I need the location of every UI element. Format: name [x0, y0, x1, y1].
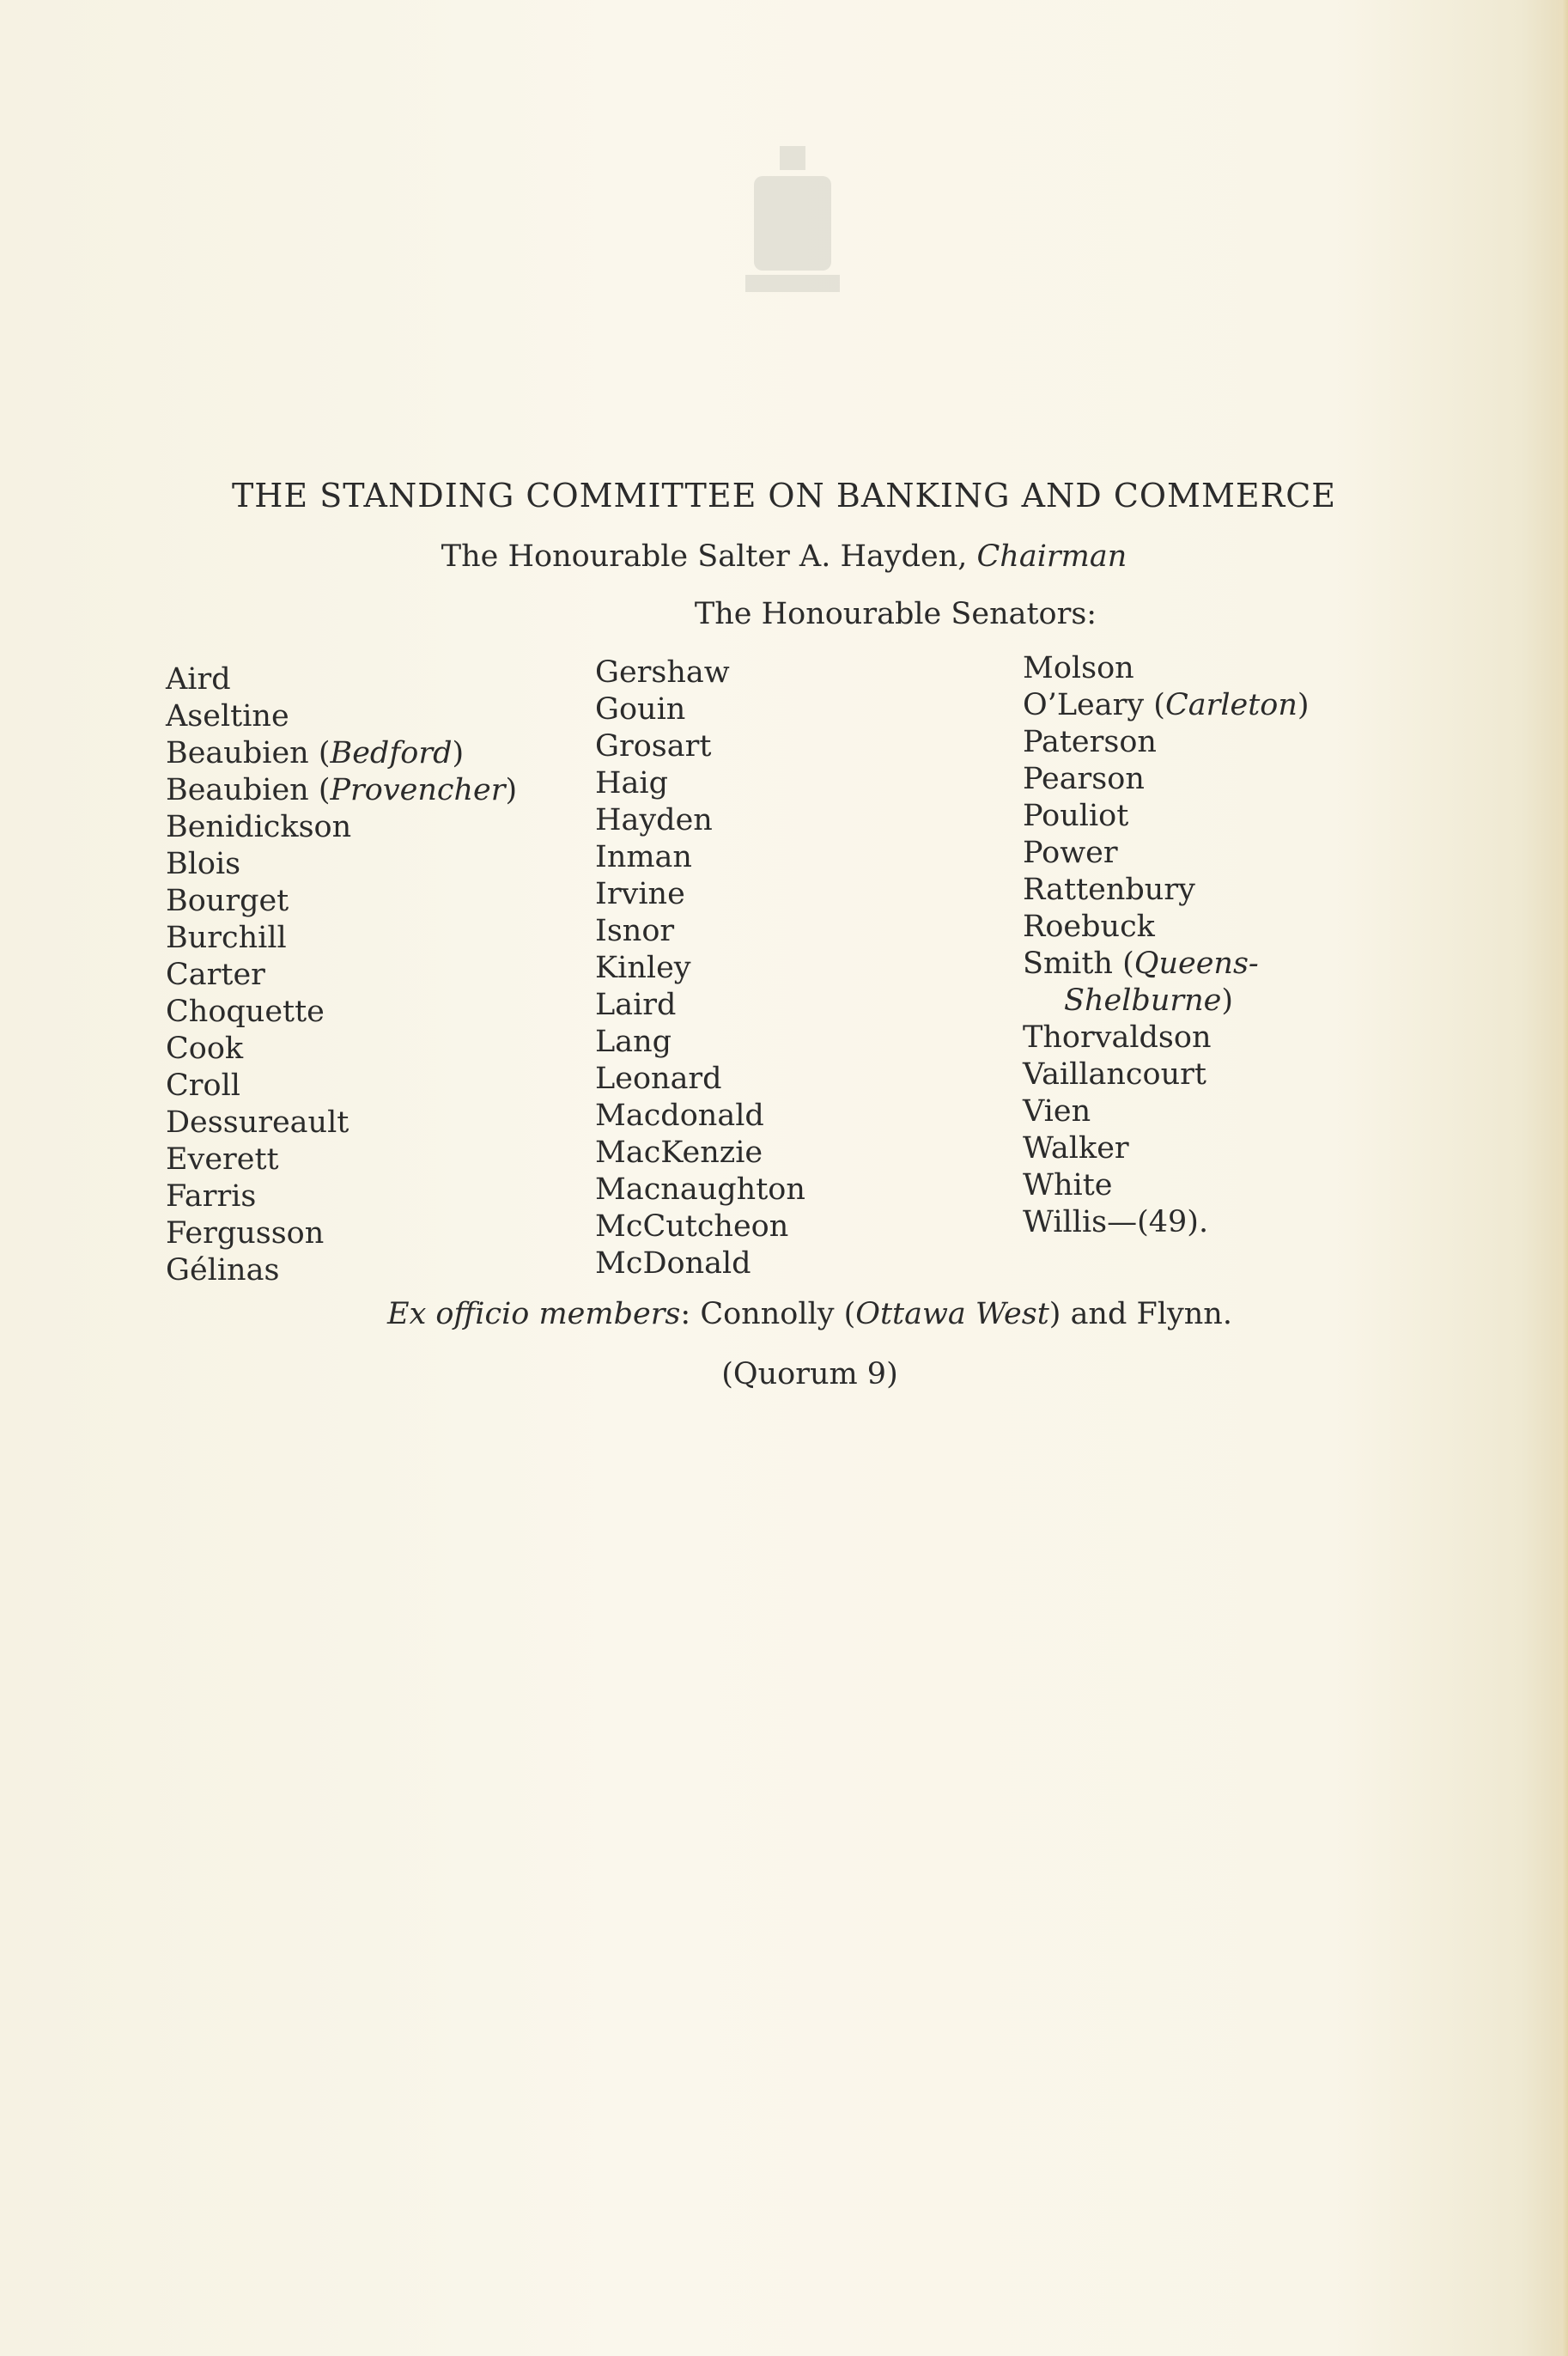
- member-item: [595, 1135, 805, 1172]
- member-item: [166, 1215, 517, 1252]
- member-item: [595, 728, 805, 765]
- member-item: [166, 698, 517, 735]
- ex-officio-member: Connolly: [700, 1297, 835, 1331]
- member-item: [1023, 1204, 1310, 1241]
- member-name: Vaillancourt: [1023, 1057, 1206, 1092]
- member-name: McDonald: [595, 1246, 751, 1281]
- member-name: Willis—(49).: [1023, 1205, 1209, 1239]
- member-name: Rattenbury: [1023, 873, 1195, 907]
- member-name: Fergusson: [166, 1216, 325, 1251]
- member-item: [166, 883, 517, 920]
- member-item: [166, 920, 517, 957]
- member-name: Pearson: [1023, 762, 1145, 796]
- member-name: Beaubien: [166, 773, 309, 807]
- member-qualifier: Provencher: [330, 773, 506, 807]
- member-name: Aird: [166, 662, 231, 697]
- member-name: Blois: [166, 847, 241, 881]
- ex-officio-line: Ex officio members: Connolly (Ottawa West) and Flynn.: [387, 1297, 1232, 1331]
- crest-bleedthrough-icon: [737, 146, 848, 318]
- member-item: [1023, 1130, 1310, 1167]
- member-item: [595, 987, 805, 1024]
- member-name: White: [1023, 1168, 1113, 1202]
- member-name: Vien: [1023, 1094, 1091, 1129]
- ex-officio-colon: :: [680, 1297, 701, 1331]
- member-item: [166, 994, 517, 1031]
- member-name: Gershaw: [595, 655, 730, 690]
- member-name: Inman: [595, 840, 692, 874]
- member-column-1: [166, 661, 517, 1289]
- member-name: O’Leary: [1023, 688, 1145, 722]
- member-item: [166, 1141, 517, 1178]
- chairman-line: [0, 539, 1568, 574]
- member-item: [1023, 872, 1310, 909]
- member-name: Thorvaldson: [1023, 1020, 1212, 1055]
- member-name: Aseltine: [166, 699, 289, 734]
- member-item: [595, 802, 805, 839]
- member-item: [595, 913, 805, 950]
- member-name: Gouin: [595, 692, 686, 727]
- member-name: Dessureault: [166, 1105, 349, 1140]
- member-item: [1023, 1167, 1310, 1204]
- member-name: Grosart: [595, 729, 712, 764]
- member-item: [595, 1098, 805, 1135]
- member-item: [595, 839, 805, 876]
- quorum-note: (Quorum 9): [721, 1357, 898, 1391]
- page-edge-shadow: [1549, 0, 1568, 2356]
- member-item: [1023, 1056, 1310, 1093]
- member-name: Leonard: [595, 1062, 722, 1096]
- member-qualifier: Bedford: [330, 736, 453, 770]
- member-item: [595, 1061, 805, 1098]
- member-item: Shelburne): [1064, 983, 1234, 1018]
- member-item: [166, 846, 517, 883]
- member-item: [166, 1031, 517, 1068]
- member-name: Croll: [166, 1068, 240, 1103]
- member-name: Roebuck: [1023, 910, 1155, 944]
- member-name: Molson: [1023, 651, 1134, 685]
- member-item: [166, 1252, 517, 1289]
- member-item: [595, 1172, 805, 1208]
- member-item: O’Leary (Carleton): [1023, 688, 1310, 722]
- member-qualifier: Shelburne: [1064, 983, 1222, 1018]
- member-item: [1023, 835, 1310, 872]
- member-name: Hayden: [595, 803, 713, 837]
- member-name: McCutcheon: [595, 1209, 789, 1244]
- member-item: [166, 661, 517, 698]
- member-item: [166, 1178, 517, 1215]
- member-name: Cook: [166, 1032, 244, 1066]
- chairman-name: The Honourable Salter A. Hayden,: [441, 539, 977, 574]
- ex-officio-joiner: and Flynn.: [1061, 1297, 1232, 1331]
- chairman-role: Chairman: [976, 539, 1127, 574]
- member-item: [1023, 1020, 1310, 1056]
- member-item: [595, 1024, 805, 1061]
- member-item: [166, 1105, 517, 1141]
- member-name: Lang: [595, 1025, 672, 1059]
- member-name: Bourget: [166, 884, 289, 918]
- member-name: Smith: [1023, 947, 1113, 981]
- member-item: [1023, 1093, 1310, 1130]
- member-name: Walker: [1023, 1131, 1129, 1166]
- member-name: MacKenzie: [595, 1135, 763, 1170]
- member-name: Power: [1023, 836, 1118, 870]
- member-name: Everett: [166, 1142, 279, 1177]
- member-name: Burchill: [166, 921, 287, 955]
- member-item: Beaubien (Bedford): [166, 736, 465, 770]
- member-item: [1023, 761, 1310, 798]
- member-item: [595, 876, 805, 913]
- member-name: Benidickson: [166, 810, 352, 844]
- member-name: Irvine: [595, 877, 685, 911]
- member-name: Pouliot: [1023, 799, 1129, 833]
- member-item: Beaubien (Provencher): [166, 773, 518, 807]
- member-qualifier: Carleton: [1164, 688, 1298, 722]
- member-item: [595, 1208, 805, 1245]
- member-item: [1023, 798, 1310, 835]
- member-name: Farris: [166, 1179, 257, 1214]
- member-item: [1023, 650, 1310, 687]
- member-name: Carter: [166, 958, 265, 992]
- member-name: Macdonald: [595, 1099, 764, 1133]
- ex-officio-label: Ex officio members: [387, 1297, 681, 1331]
- committee-title: THE STANDING COMMITTEE ON BANKING AND COMMERCE: [231, 477, 1337, 514]
- member-name: Kinley: [595, 951, 691, 985]
- member-name: Choquette: [166, 995, 325, 1029]
- member-name: Gélinas: [166, 1253, 280, 1288]
- member-name: Beaubien: [166, 736, 309, 770]
- member-item: [595, 1245, 805, 1282]
- member-item: [166, 1068, 517, 1105]
- member-column-2: [595, 654, 805, 1282]
- member-name: Macnaughton: [595, 1172, 805, 1207]
- member-item: [595, 950, 805, 987]
- member-name: Haig: [595, 766, 668, 801]
- senators-heading: The Honourable Senators:: [694, 597, 1097, 631]
- member-item: [166, 957, 517, 994]
- member-item: Smith (Queens-: [1023, 947, 1259, 981]
- member-item: [1023, 724, 1310, 761]
- member-name: Isnor: [595, 914, 675, 948]
- member-qualifier: Queens-: [1133, 947, 1259, 981]
- member-item: [595, 691, 805, 728]
- member-item: [595, 654, 805, 691]
- member-column-3: [1023, 650, 1310, 1241]
- member-item: [595, 765, 805, 802]
- member-item: [1023, 909, 1310, 946]
- member-name: Paterson: [1023, 725, 1157, 759]
- member-name: Laird: [595, 988, 677, 1022]
- ex-officio-qualifier: Ottawa West: [855, 1297, 1049, 1331]
- member-item: [166, 809, 517, 846]
